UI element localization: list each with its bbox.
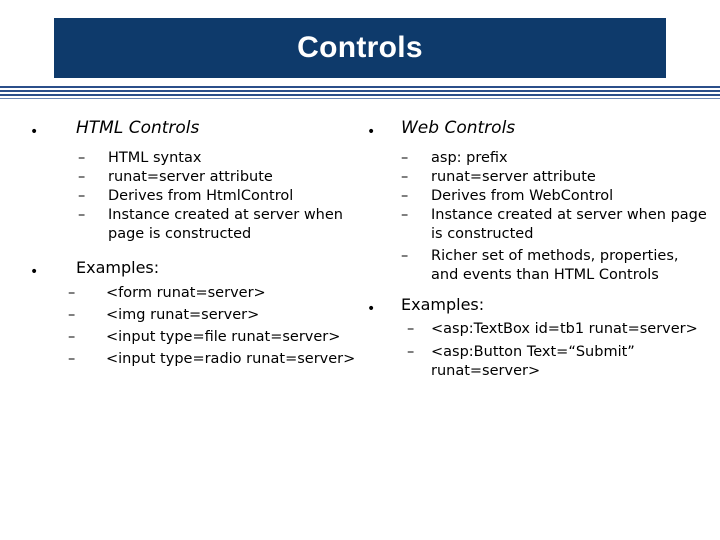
slide-title: Controls [297, 31, 423, 64]
bullet-examples-right [363, 295, 708, 315]
heading-html-controls: HTML Controls [76, 118, 200, 138]
list-item: – <form runat=server> [68, 285, 266, 301]
list-item: – Instance created at server when page is constructed [78, 207, 343, 242]
examples-heading-left: Examples: [76, 258, 160, 277]
bullet-dot: • [367, 124, 376, 140]
web-controls-list [363, 149, 708, 285]
left-column [26, 118, 360, 369]
html-controls-list [26, 149, 360, 244]
bullet-html-controls [26, 118, 360, 138]
html-examples-list [26, 284, 360, 369]
bullet-dot: • [30, 264, 39, 280]
bullet-dot: • [30, 124, 39, 140]
examples-heading-right: Examples: [401, 295, 485, 314]
list-item: – Derives from WebControl [401, 188, 614, 204]
list-item: – <input type=radio runat=server> [68, 351, 356, 367]
title-bar [54, 18, 666, 78]
stripe [0, 90, 720, 92]
list-item: – <input type=file runat=server> [68, 329, 341, 345]
stripe [0, 94, 720, 96]
heading-web-controls: Web Controls [401, 118, 516, 138]
bullet-web-controls [363, 118, 708, 138]
list-item: – runat=server attribute [78, 169, 273, 185]
list-item: – asp: prefix [401, 150, 508, 166]
list-item: – runat=server attribute [401, 169, 596, 185]
bullet-dot: • [367, 301, 376, 317]
list-item: – <asp:Button Text=“Submit” runat=server> [407, 344, 635, 379]
decorative-stripes [0, 84, 720, 106]
list-item: – Richer set of methods, properties, and events than HTML Controls [401, 248, 679, 283]
stripe [0, 98, 720, 99]
bullet-examples-left [26, 258, 360, 278]
list-item: – <img runat=server> [68, 307, 260, 323]
right-column [363, 118, 708, 381]
list-item: – HTML syntax [78, 150, 202, 166]
list-item: – Derives from HtmlControl [78, 188, 294, 204]
list-item: – <asp:TextBox id=tb1 runat=server> [407, 321, 698, 337]
stripe [0, 86, 720, 88]
web-examples-list [363, 320, 708, 381]
list-item: – Instance created at server when page is constructed [401, 207, 707, 242]
